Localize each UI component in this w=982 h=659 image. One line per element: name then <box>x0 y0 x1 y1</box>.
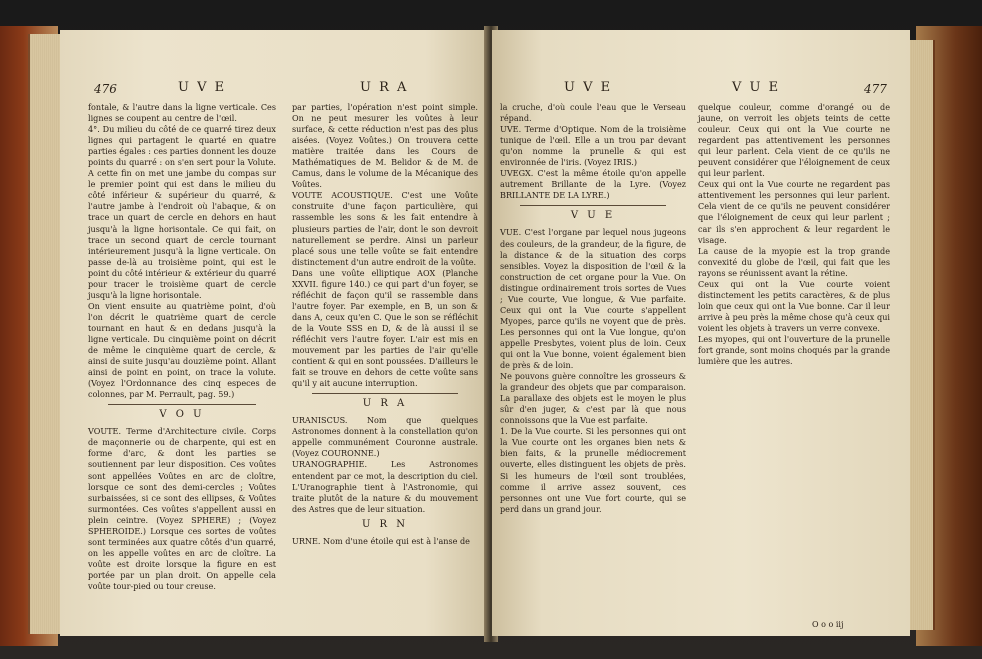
signature-mark: O o o iij <box>812 620 844 629</box>
paragraph: On vient ensuite au quatrième point, d'où l'on décrit le quatrième quart de cercle tournant en haut & en dedans jusqu'à la ligne verticale. Du cinquième point on décrit de même le cinquième quart de cercle, & ainsi de suite jusqu'au douzième point. Allant ainsi de point en point, on trace la volute. (Voyez l'Ordonnance des cinq especes de colonnes, par M. Perrault, pag. 59.) <box>88 300 276 400</box>
paragraph: URANISCUS. Nom que quelques Astronomes donnent à la constellation qu'on appelle communément Couronne australe. (Voyez COURONNE.) <box>292 415 478 459</box>
left-page <box>60 30 490 636</box>
section-heading: V O U <box>159 409 205 421</box>
paragraph: par parties, l'opération n'est point simple. On ne peut mesurer les voûtes à leur surface, & cette réduction n'est pas des plus aisées. (Voyez Voûtes.) On trouvera cette matière traitée dans les Cours de Mathématiques de M. Belidor & de M. de Camus, dans le volume de la Mécanique des Voûtes. <box>292 102 478 190</box>
paragraph: VOUTE ACOUSTIQUE. C'est une Voûte construite d'une façon particulière, qui rassemble les sons & les fait entendre à plusieurs parties de l'air, dont le son devroit naturellement se perdre. Ainsi un parleur placé sous une telle voûte se fait entendre distinctement d'un autre endroit de la voûte. <box>292 190 478 267</box>
paragraph: UVE. Terme d'Optique. Nom de la troisième tunique de l'œil. Elle a un trou par devant qu'on nomme la prunelle & qui est environnée de l'iris. (Voyez IRIS.) <box>500 124 686 168</box>
paragraph: quelque couleur, comme d'orangé ou de jaune, on verroit les objets teints de cette couleur. Ceux qui ont la Vue courte ne regardent pas attentivement les personnes qui leur parlent. Cela vient de ce qu'ils ne peuvent considérer que l'éloignement de ceux qui leur parlent. <box>698 102 890 179</box>
divider <box>108 404 256 405</box>
paragraph: Les myopes, qui ont l'ouverture de la prunelle fort grande, sont moins choqués par la grande lumière que les autres. <box>698 333 890 367</box>
section-heading: U R N <box>361 518 409 530</box>
divider <box>520 205 666 206</box>
paragraph: Ceux qui ont la Vue courte ne regardent pas attentivement les personnes qui leur parlent. Cela vient de ce qu'ils ne peuvent considérer que l'éloignement de ceux qui leur parlent ; car ils s'en approchent & leur regardent le visage. <box>698 179 890 245</box>
paragraph: 4°. Du milieu du côté de ce quarré tirez deux lignes qui partagent le quarté en quatre parties égales : ces parties donnent les douze points du quarré : on s'en sert pour la Volute. A cette fin on met une jambe du compas sur le premier point qui est dans le milieu du côté inférieur & supérieur du quarré, & l'autre jambe à l'endroit où l'abaque, & on trace un quart de cercle en dehors en haut jusqu'à la ligne horisontale. Ce qui fait, on trace un second quart de cercle tournant intérieurement jusqu'à la ligne verticale. On passe de-là au troisième point, qui est le point du côté intérieur & extérieur du quarré pour tracer le troisième quart de cercle jusqu'à la ligne horisontale. <box>88 124 276 300</box>
paragraph: UVEGX. C'est la même étoile qu'on appelle autrement Brillante de la Lyre. (Voyez BRILLANTE DE LA LYRE.) <box>500 168 686 201</box>
right-header-right: V U E <box>732 80 781 95</box>
section-heading: V U E <box>570 210 616 222</box>
right-header-left: U V E <box>564 80 613 95</box>
left-header-right: U R A <box>360 80 409 95</box>
paragraph: URNE. Nom d'une étoile qui est à l'anse de <box>292 535 470 546</box>
paragraph: VOUTE. Terme d'Architecture civile. Corps de maçonnerie ou de charpente, qui est en forme d'arc, & dont les parties se soutiennent par leur disposition. Ces voûtes sont appellées Voûtes en arc de cloître, lorsque ce sont des demi-cercles ; Voûtes surbaissées, si ce sont des ellipses, & Voûtes surmontées. Ces voûtes s'appellent aussi en plein ceintre. (Voyez SPHERE) ; (Voyez SPHEROIDE.) Lorsque ces sortes de voûtes sont terminées aux quatre côtés d'un quarré, on les appelle voûtes en arc de cloître. La voûte est droite lorsque la figure en est portée par un plan droit. On appelle cela voûte tour-pied ou tour creuse. <box>88 426 276 591</box>
left-column-1 <box>88 102 276 592</box>
paragraph: URANOGRAPHIE. Les Astronomes entendent par ce mot, la description du ciel. L'Uranographie tient à l'Astronomie, qui traite plutôt de la nature & du mouvement des Astres que de leur situation. <box>292 459 478 514</box>
paragraph: Dans une voûte elliptique AOX (Planche XXVII. figure 140.) ce qui part d'un foyer, se réfléchit de façon qu'il se rassemble dans l'autre foyer. Par exemple, en B, un son & dans A, ceux qu'en C. Que le son se réfléchit de la Voute SSS en D, & de là aussi il se réfléchit vers l'autre foyer. L'air est mis en mouvement par les parties de l'air qu'elle contient & qui en sont poussées. D'ailleurs le fait se trouve en dehors de cette voûte sans qu'il y ait aucune interruption. <box>292 267 478 389</box>
right-page <box>492 30 910 636</box>
right-column-1 <box>500 102 686 515</box>
section-heading: U R A <box>362 398 408 410</box>
paragraph: la cruche, d'où coule l'eau que le Verseau répand. <box>500 102 686 124</box>
right-column-2 <box>698 102 890 367</box>
left-header-left: U V E <box>178 80 227 95</box>
left-page-number: 476 <box>94 82 117 96</box>
paragraph: Ne pouvons guère connoître les grosseurs & la grandeur des objets que par comparaison. La parallaxe des objets est le moyen le plus sûr d'en juger, & c'est par là que nous connoissons que la Vue est parfaite. <box>500 371 686 426</box>
paragraph: VUE. C'est l'organe par lequel nous jugeons des couleurs, de la grandeur, de la figure, de la distance & de la situation des corps sensibles. Voyez la disposition de l'œil & la construction de cet organe pour la Vue. On distingue ordinairement trois sortes de Vues ; Vue courte, Vue longue, & Vue parfaite. Ceux qui ont la Vue courte s'appellent Myopes, parce qu'ils ne voyent que de près. Les personnes qui ont la Vue longue, qu'on appelle Presbytes, voient plus de loin. Ceux qui ont la Vue bonne, voient également bien de près & de loin. <box>500 227 686 371</box>
paragraph: Ceux qui ont la Vue courte voient distinctement les petits caractères, & de plus loin que ceux qui ont la Vue bonne. Car il leur arrive à peu près la même chose qu'à ceux qui voient les objets à travers un verre convexe. <box>698 278 890 333</box>
left-column-2 <box>292 102 478 547</box>
right-page-number: 477 <box>864 82 887 96</box>
paragraph: La cause de la myopie est la trop grande convexité du globe de l'œil, qui fait que les rayons se réunissent avant la rétine. <box>698 245 890 278</box>
paragraph: 1. De la Vue courte. Si les personnes qui ont la Vue courte ont les organes bien nets & bien faits, & la prunelle médiocrement ouverte, elles distinguent les objets de près. Si les humeurs de l'œil sont troublées, comme il arrive assez souvent, ces personnes ont une Vue fort courte, qui se perd dans un grand jour. <box>500 426 686 514</box>
divider <box>312 393 458 394</box>
paragraph: fontale, & l'autre dans la ligne verticale. Ces lignes se coupent au centre de l'œil. <box>88 102 276 124</box>
